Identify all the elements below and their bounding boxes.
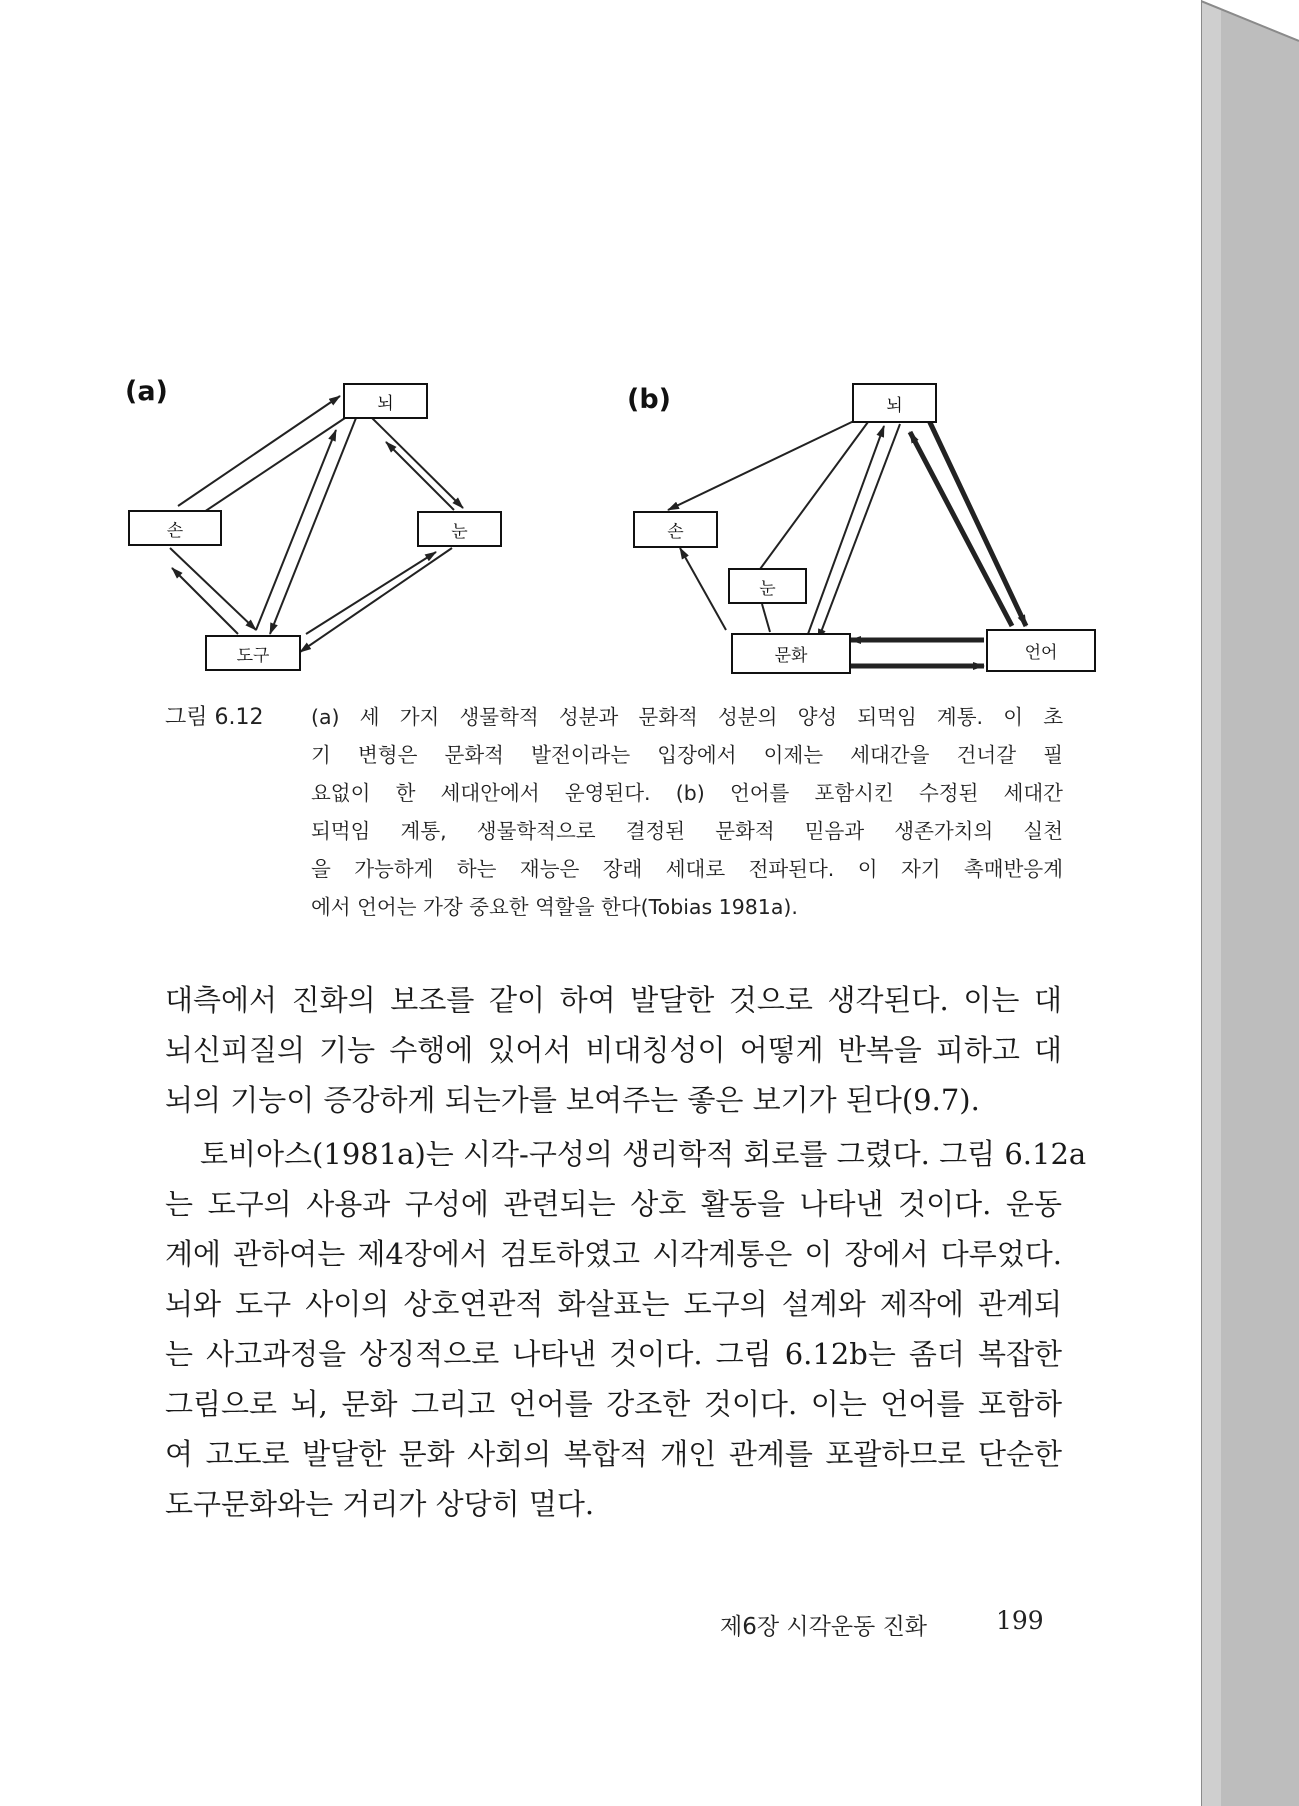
node-a-hand: 손 (128, 510, 222, 546)
body-line: 도구문화와는 거리가 상당히 멀다. (165, 1487, 595, 1521)
node-a-brain: 뇌 (343, 383, 428, 419)
node-a-eye: 눈 (417, 511, 502, 547)
node-b-culture: 문화 (731, 633, 851, 674)
node-b-brain: 뇌 (852, 383, 937, 423)
caption-label: 그림 6.12 (165, 705, 264, 730)
arrow-b-language-to-brain (910, 432, 1012, 626)
caption-line: 에서 언어는 가장 중요한 역할을 한다(Tobias 1981a). (311, 895, 798, 919)
body-line: 는 사고과정을 상징적으로 나타낸 것이다. 그림 6.12b는 좀더 복잡한 (165, 1337, 1062, 1371)
body-line: 그림으로 뇌, 문화 그리고 언어를 강조한 것이다. 이는 언어를 포함하 (165, 1387, 1062, 1421)
caption-line: 을 가능하게 하는 재능은 장래 세대로 전파된다. 이 자기 촉매반응계 (311, 857, 1063, 881)
node-a-tool: 도구 (205, 635, 301, 671)
body-line: 계에 관하여는 제4장에서 검토하였고 시각계통은 이 장에서 다루었다. (165, 1237, 1062, 1271)
arrow-a-hand-to-tool (170, 548, 256, 630)
node-b-language: 언어 (986, 629, 1096, 672)
arrow-a-hand-to-brain (178, 396, 340, 506)
panel-b-label: (b) (627, 384, 672, 415)
body-line: 대측에서 진화의 보조를 같이 하여 발달한 것으로 생각된다. 이는 대 (165, 983, 1062, 1017)
arrow-b-brain-to-culture (818, 424, 900, 640)
body-line: 뇌의 기능이 증강하게 되는가를 보여주는 좋은 보기가 된다(9.7). (165, 1083, 980, 1117)
arrow-a-brain-to-eye (370, 416, 463, 508)
panel-a-label: (a) (125, 376, 168, 407)
arrow-b-culture-to-brain (808, 426, 884, 634)
arrow-b-culture-to-hand (680, 548, 726, 630)
body-line: 뇌와 도구 사이의 상호연관적 화살표는 도구의 설계와 제작에 관계되 (165, 1287, 1062, 1321)
arrow-a-tool-to-eye (306, 552, 436, 634)
body-line: 여 고도로 발달한 문화 사회의 복합적 개인 관계를 포괄하므로 단순한 (165, 1437, 1062, 1471)
caption-line: 요없이 한 세대안에서 운영된다. (b) 언어를 포함시킨 수정된 세대간 (311, 781, 1063, 805)
feedback-diagram (0, 0, 1201, 700)
body-line: 는 도구의 사용과 구성에 관련되는 상호 활동을 나타낸 것이다. 운동 (165, 1187, 1062, 1221)
arrow-a-eye-to-brain (386, 442, 454, 510)
arrow-b-eye-culture (762, 604, 770, 632)
caption-line: 되먹임 계통, 생물학적으로 결정된 문화적 믿음과 생존가치의 실천 (311, 819, 1063, 843)
book-edge (1201, 0, 1299, 1806)
arrow-a-tool-to-hand (172, 568, 238, 634)
page-number: 199 (996, 1606, 1044, 1635)
body-line: 토비아스(1981a)는 시각-구성의 생리학적 회로를 그렸다. 그림 6.12a (200, 1137, 1087, 1171)
node-b-eye: 눈 (728, 568, 807, 604)
arrow-b-brain-to-language (926, 414, 1026, 626)
arrow-a-tool-to-brain (256, 430, 336, 630)
body-line: 뇌신피질의 기능 수행에 있어서 비대칭성이 어떻게 반복을 피하고 대 (165, 1033, 1062, 1067)
caption-line: (a) 세 가지 생물학적 성분과 문화적 성분의 양성 되먹임 계통. 이 초 (311, 705, 1063, 729)
arrow-a-eye-to-tool (300, 548, 452, 652)
arrow-a-brain-to-tool (270, 418, 356, 634)
arrow-b-brain-to-hand (668, 420, 856, 510)
panel-b-arrows (668, 414, 1026, 666)
running-footer-chapter: 제6장 시각운동 진화 (720, 1614, 927, 1640)
arrow-a-brain-to-hand (186, 416, 348, 524)
caption-line: 기 변형은 문화적 발전이라는 입장에서 이제는 세대간을 건너갈 필 (311, 743, 1063, 767)
node-b-hand: 손 (633, 511, 718, 548)
